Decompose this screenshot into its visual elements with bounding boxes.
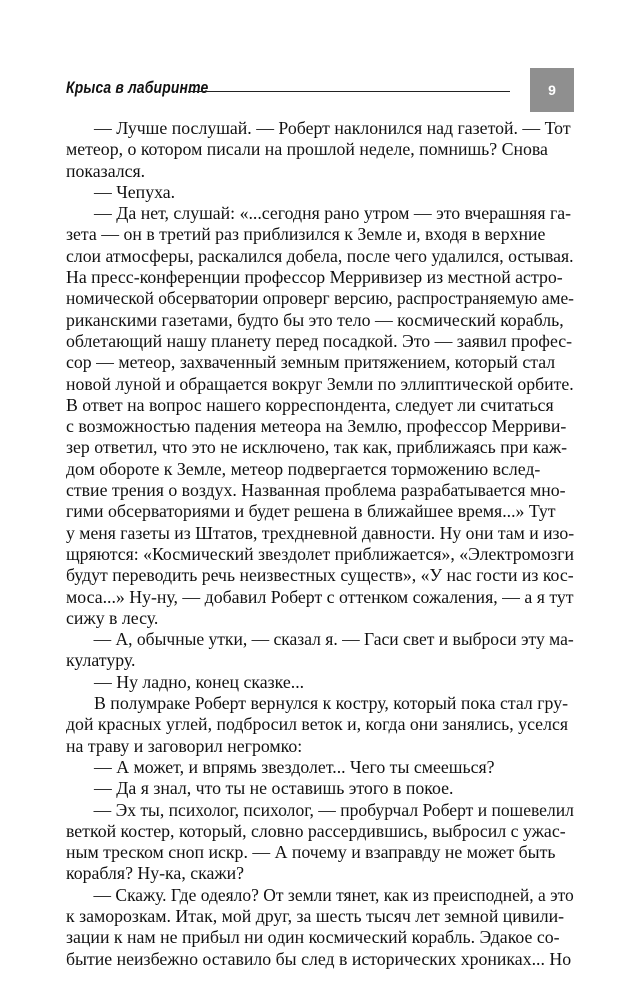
text-line: моса...» Ну-ну, — добавил Роберт с оттенком сожаления, — а я тут bbox=[66, 586, 574, 607]
text-line: — А может, и впрямь звездолет... Чего ты смеешься? bbox=[94, 756, 495, 777]
text-line: к заморозкам. Итак, мой друг, за шесть тысяч лет земной цивили- bbox=[66, 905, 565, 926]
page-number-box bbox=[530, 68, 574, 112]
paragraph bbox=[66, 118, 574, 182]
paragraph bbox=[66, 182, 574, 203]
page-header bbox=[66, 68, 574, 112]
paragraph bbox=[66, 693, 574, 757]
text-line: — А, обычные утки, — сказал я. — Гаси свет и выброси эту ма- bbox=[93, 629, 574, 650]
text-line: дом обороте к Земле, метеор подвергается торможению вслед- bbox=[66, 458, 541, 479]
paragraph bbox=[66, 778, 574, 799]
text-line: — Ну ладно, конец сказке... bbox=[94, 671, 305, 692]
paragraph bbox=[66, 757, 574, 778]
text-line: — Лучше послушай. — Роберт наклонился над газетой. — Тот bbox=[94, 118, 571, 138]
text-line: зер ответил, что это не исключено, так как, приближаясь при каж- bbox=[66, 437, 568, 458]
text-line: сор — метеор, захваченный земным притяжением, который стал bbox=[66, 352, 556, 373]
text-line: зета — он в третий раз приблизился к Земле и, входя в верхние bbox=[66, 224, 546, 245]
text-line: В полумраке Роберт вернулся к костру, который пока стал гру- bbox=[94, 693, 569, 714]
text-line: — Да я знал, что ты не оставишь этого в покое. bbox=[94, 778, 454, 799]
paragraph bbox=[66, 672, 574, 693]
text-line: веткой костер, который, словно рассердившись, выбросил с ужас- bbox=[66, 820, 566, 841]
text-line: корабля? Ну-ка, скажи? bbox=[66, 863, 245, 884]
text-line: ствие трения о воздух. Названная проблема разрабатывается мно- bbox=[66, 480, 566, 501]
text-line: облетающий нашу планету перед посадкой. Это — заявил профес- bbox=[66, 330, 573, 351]
text-line: — Эх ты, психолог, психолог, — пробурчал Роберт и пошевелил bbox=[93, 799, 574, 820]
header-rule bbox=[188, 91, 510, 92]
text-line: слои атмосферы, раскалился добела, после чего удалился, остывая. bbox=[66, 245, 574, 266]
text-line: — Скажу. Где одеяло? От земли тянет, как из преисподней, а это bbox=[93, 884, 574, 905]
text-line: с возможностью падения метеора на Землю, профессор Мерриви- bbox=[66, 416, 567, 437]
text-line: новой луной и обращается вокруг Земли по эллиптической орбите. bbox=[66, 373, 574, 394]
paragraph bbox=[66, 800, 574, 885]
body-text bbox=[66, 118, 574, 970]
paragraph bbox=[66, 629, 574, 672]
text-line: зации к нам не прибыл ни один космический корабль. Эдакое со- bbox=[66, 927, 560, 948]
text-line: гими обсерваториями и будет решена в ближайшее время...» Тут bbox=[66, 501, 556, 522]
text-line: На пресс-конференции профессор Мерривизер из местной астро- bbox=[66, 267, 563, 288]
text-line: показался. bbox=[66, 160, 146, 181]
text-line: ным треском сноп искр. — А почему и взаправду не может быть bbox=[66, 842, 556, 863]
text-line: сижу в лесу. bbox=[66, 607, 159, 628]
text-line: номической обсерватории опроверг версию, распространяемую аме- bbox=[66, 288, 574, 309]
text-line: риканскими газетами, будто бы это тело — космический корабль, bbox=[66, 309, 564, 330]
text-line: — Чепуха. bbox=[94, 181, 176, 202]
text-line: — Да нет, слушай: «...сегодня рано утром — это вчерашняя га- bbox=[94, 203, 572, 224]
text-line: метеор, о котором писали на прошлой неделе, помнишь? Снова bbox=[66, 139, 548, 160]
page-number: 9 bbox=[548, 82, 556, 98]
text-line: на траву и заговорил негромко: bbox=[66, 735, 303, 756]
text-line: кулатуру. bbox=[66, 650, 136, 671]
running-title: Крыса в лабиринте bbox=[66, 78, 209, 97]
paragraph bbox=[66, 885, 574, 970]
text-line: будут переводить речь неизвестных существ», «У нас гости из кос- bbox=[66, 565, 574, 586]
paragraph bbox=[66, 203, 574, 629]
text-line: у меня газеты из Штатов, трехдневной давности. Ну они там и изо- bbox=[66, 522, 575, 543]
text-line: бытие неизбежно оставило бы след в исторических хрониках... Но bbox=[66, 948, 572, 969]
text-line: щряются: «Космический звездолет приближается», «Электромозги bbox=[66, 543, 574, 564]
text-line: В ответ на вопрос нашего корреспондента, следует ли считаться bbox=[66, 394, 554, 415]
text-line: дой красных углей, подбросил веток и, когда они занялись, уселся bbox=[66, 714, 569, 735]
